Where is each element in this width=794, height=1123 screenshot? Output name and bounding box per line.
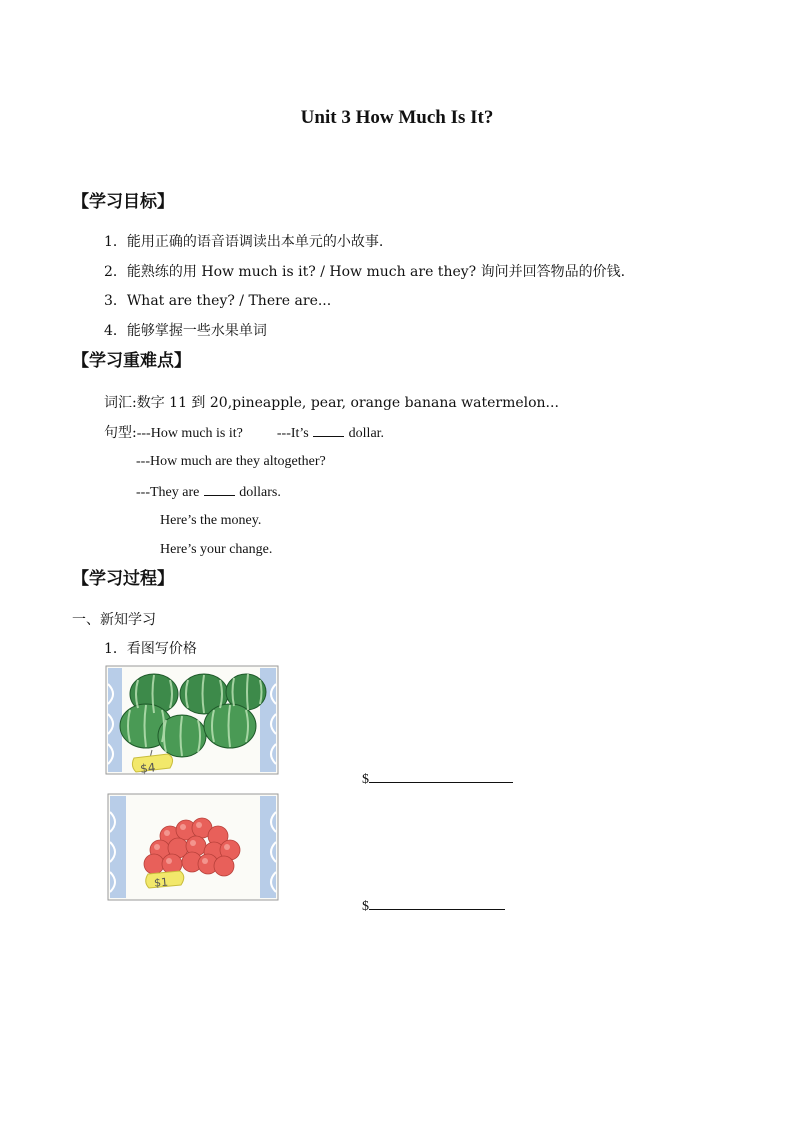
- goal-item-2: 2．能熟练的用 How much is it? / How much are they? 询问并回答物品的价钱.: [104, 264, 626, 280]
- goal-item-1: 1．能用正确的语音语调读出本单元的小故事.: [104, 234, 384, 250]
- subheading-new-learning: 一、新知学习: [72, 612, 156, 628]
- pattern-line-1: [104, 423, 384, 443]
- vocab-line: 词汇:数字 11 到 20,pineapple, pear, orange banana watermelon...: [104, 395, 559, 411]
- dollar-sign: $: [362, 899, 369, 914]
- watermelon-price-tag: $4: [139, 760, 157, 776]
- apple-price-blank: [369, 896, 505, 910]
- watermelon-picture: [104, 664, 282, 778]
- answer-blank-2: [204, 482, 235, 496]
- task-write-prices: 1．看图写价格: [104, 641, 197, 657]
- apple-price-tag: $1: [153, 875, 169, 890]
- pattern-line-2: [136, 482, 281, 502]
- line-money: Here’s the money.: [160, 513, 262, 528]
- apple-price-answer: [362, 896, 505, 915]
- pattern-answer-2-prefix: ---They are: [136, 485, 200, 500]
- apple-picture: [104, 792, 282, 904]
- pattern-answer-1-suffix: dollar.: [348, 426, 385, 441]
- heading-key-points: 【学习重难点】: [72, 351, 191, 371]
- heading-learning-process: 【学习过程】: [72, 569, 174, 589]
- dollar-sign: $: [362, 772, 369, 787]
- pattern-question-2: ---How much are they altogether?: [136, 454, 326, 469]
- pattern-label: 句型:: [104, 425, 137, 441]
- heading-learning-goals: 【学习目标】: [72, 192, 174, 212]
- pattern-answer-2-suffix: dollars.: [239, 485, 281, 500]
- goal-item-4: 4．能够掌握一些水果单词: [104, 323, 267, 339]
- goal-item-3: 3．What are they? / There are...: [104, 293, 332, 309]
- watermelon-price-blank: [369, 769, 513, 783]
- pattern-answer-1-prefix: ---It’s: [276, 426, 309, 441]
- line-change: Here’s your change.: [160, 542, 273, 557]
- watermelon-price-answer: [362, 769, 513, 788]
- pattern-question-1: ---How much is it?: [136, 426, 243, 441]
- answer-blank-1: [313, 423, 344, 437]
- page-title: Unit 3 How Much Is It?: [300, 107, 494, 128]
